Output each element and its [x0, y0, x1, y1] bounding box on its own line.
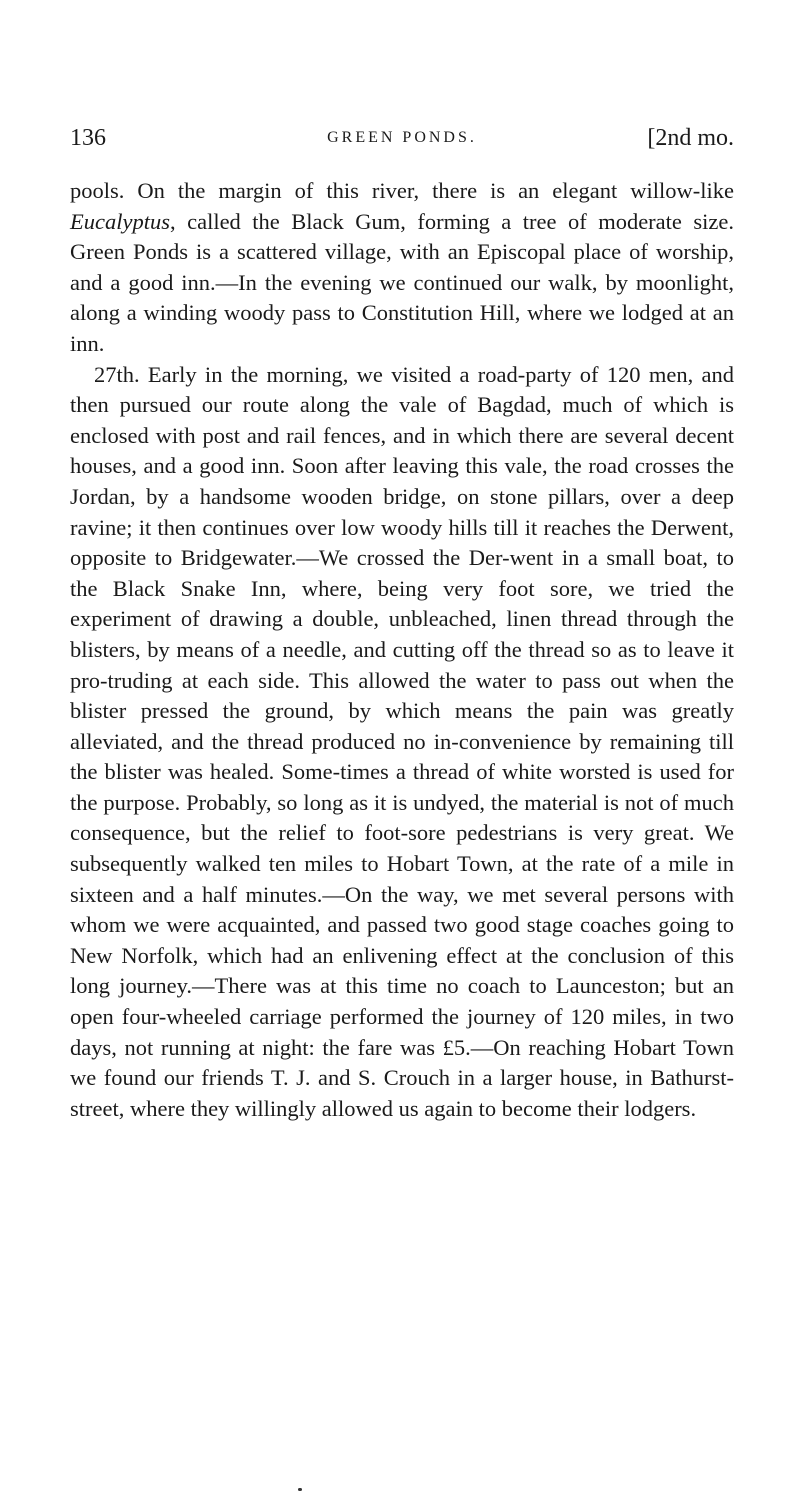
page-number: 136 — [70, 125, 106, 151]
date-mark: [2nd mo. — [647, 125, 734, 151]
paragraph-2 — [70, 360, 734, 1125]
page-header — [70, 118, 734, 158]
text-segment: 27th. Early in the morning, we visited a road-party of 120 men, and then pursued our route along the vale of Bagdad, much of which is enclosed with post and rail fences, and in which there are several decent houses, and a good inn. Soon after leaving this vale, the road crosses the Jordan, by a handsome wooden bridge, on stone pillars, over a deep ravine; it then continues over low woody hills till it reaches the Derwent, opposite to Bridgewater.—We crossed the Der-went in a small boat, to the Black Snake Inn, where, being very foot sore, we tried the experiment of drawing a double, unbleached, linen thread through the blisters, by means of a needle, and cutting off the thread so as to leave it pro-truding at each side. This allowed the water to pass out when the blister pressed the ground, by which means the pain was greatly alleviated, and the thread produced no in-convenience by remaining till the blister was healed. Some-times a thread of white worsted is used for the purpose. Probably, so long as it is undyed, the material is not of much consequence, but the relief to foot-sore pedestrians is very great. We subsequently walked ten miles to Hobart Town, at the rate of a mile in sixteen and a half minutes.—On the way, we met several persons with whom we were acquainted, and passed two good stage coaches going to New Norfolk, which had an enlivening effect at the conclusion of this long journey.—There was at this time no coach to Launceston; but an open four-wheeled carriage performed the journey of 120 miles, in two days, not running at night: the fare was £5.—On reaching Hobart Town we found our friends T. J. and S. Crouch in a larger house, in Bathurst-street, where they willingly allowed us again to become their lodgers. — [70, 361, 734, 1121]
book-page — [70, 118, 734, 1124]
print-speck — [298, 1488, 302, 1491]
body-text — [70, 176, 734, 1124]
paragraph-1 — [70, 176, 734, 360]
running-head: GREEN PONDS. — [327, 129, 477, 146]
text-segment: pools. On the margin of this river, there is an elegant willow-like — [70, 178, 734, 203]
text-segment: , called the Black Gum, forming a tree of moderate size. Green Ponds is a scattered village, with an Episcopal place of worship, and a good inn.—In the evening we continued our walk, by moonlight, along a winding woody pass to Constitution Hill, where we lodged at an inn. — [70, 208, 734, 356]
italic-text: Eucalyptus — [70, 208, 170, 234]
